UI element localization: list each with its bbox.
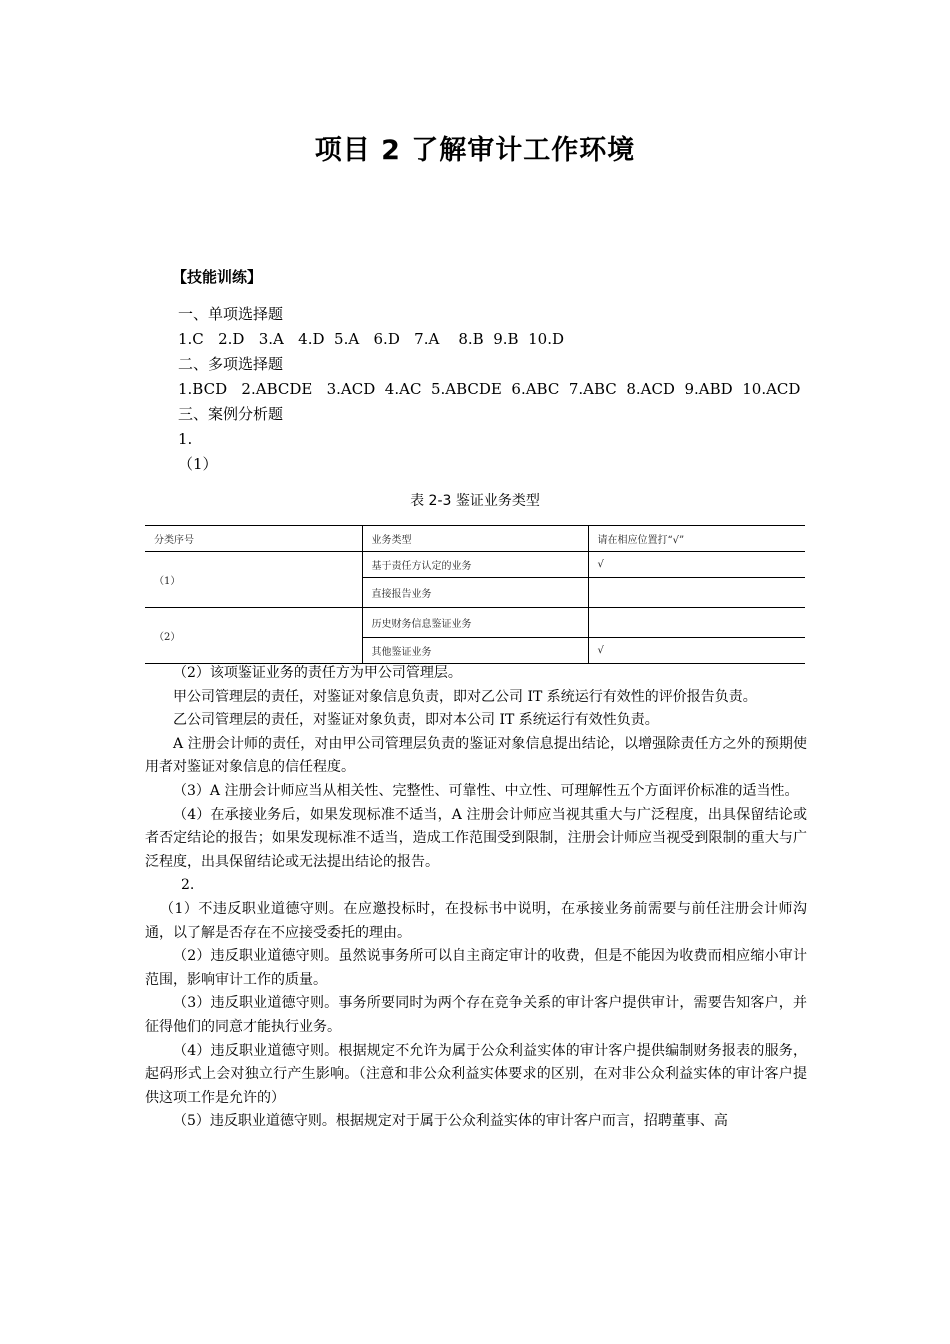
table-header-cell: 业务类型: [362, 526, 588, 552]
group-label-cell: （2）: [145, 608, 362, 664]
answer-line: 1.BCD 2.ABCDE 3.ACD 4.AC 5.ABCDE 6.ABC 7.ABC 8.ACD 9.ABD 10.ACD: [178, 380, 801, 398]
paragraph: A 注册会计师的责任，对由甲公司管理层负责的鉴证对象信息提出结论，以增强除责任方之外的预期使用者对鉴证对象信息的信任程度。: [145, 735, 807, 776]
paragraph: （3）违反职业道德守则。事务所要同时为两个存在竞争关系的审计客户提供审计，需要告知客户，并征得他们的同意才能执行业务。: [145, 995, 807, 1035]
answer-line: 一、单项选择题: [178, 305, 284, 323]
mark-cell: √: [588, 552, 805, 578]
mark-cell: √: [588, 638, 805, 664]
paragraph: 乙公司管理层的责任，对鉴证对象负责，即对本公司 IT 系统运行有效性负责。: [173, 712, 659, 729]
table-header-cell: 分类序号: [145, 526, 362, 552]
table-header-cell: 请在相应位置打“√”: [588, 526, 805, 552]
paragraph: 甲公司管理层的责任，对鉴证对象信息负责，即对乙公司 IT 系统运行有效性的评价报告负责。: [173, 688, 757, 705]
answer-line: 1.C 2.D 3.A 4.D 5.A 6.D 7.A 8.B 9.B 10.D: [178, 330, 564, 348]
table-row: [145, 608, 805, 638]
type-cell: 历史财务信息鉴证业务: [362, 608, 588, 638]
table-caption: 表 2-3 鉴证业务类型: [410, 493, 540, 509]
paragraph: （3）A 注册会计师应当从相关性、完整性、可靠性、中立性、可理解性五个方面评价标准的适当性。: [173, 782, 799, 799]
paragraph: （1）不违反职业道德守则。在应邀投标时，在投标书中说明，在承接业务前需要与前任注册会计师沟通，以了解是否存在不应接受委托的理由。: [145, 900, 807, 941]
group-label-cell: （1）: [145, 552, 362, 608]
paragraph: （4）违反职业道德守则。根据规定不允许为属于公众利益实体的审计客户提供编制财务报表的服务，起码形式上会对独立行产生影响。（注意和非公众利益实体要求的区别，在对非公众利益实体的审计客户提供这项工作是允许的）: [145, 1042, 807, 1106]
type-cell: 其他鉴证业务: [362, 638, 588, 664]
assurance-type-table: [145, 525, 805, 664]
mark-cell: [588, 608, 805, 638]
answer-list: [178, 302, 800, 477]
section-label: 【技能训练】: [172, 268, 263, 286]
paragraph: （4）在承接业务后，如果发现标准不适当，A 注册会计师应当视其重大与广泛程度，出具保留结论或者否定结论的报告；如果发现标准不适当，造成工作范围受到限制，注册会计师应当视受到限制的重大与广泛程度，出具保留结论或无法提出结论的报告。: [145, 806, 807, 870]
type-cell: 基于责任方认定的业务: [362, 552, 588, 578]
answer-line: 1.: [178, 430, 193, 448]
answer-body: [145, 662, 807, 1134]
paragraph: （2）该项鉴证业务的责任方为甲公司管理层。: [173, 665, 462, 681]
paragraph: （2）违反职业道德守则。虽然说事务所可以自主商定审计的收费，但是不能因为收费而相应缩小审计范围，影响审计工作的质量。: [145, 948, 807, 988]
paragraph: （5）违反职业道德守则。根据规定对于属于公众利益实体的审计客户而言，招聘董事、高: [173, 1113, 728, 1130]
paragraph: 2.: [181, 877, 195, 894]
answer-line: 三、案例分析题: [178, 405, 284, 423]
answer-line: 二、多项选择题: [178, 355, 284, 373]
table-row: [145, 552, 805, 578]
answer-line: （1）: [178, 455, 218, 473]
type-cell: 直接报告业务: [362, 578, 588, 608]
page-title: 项目 2 了解审计工作环境: [314, 135, 636, 166]
table-header-row: [145, 526, 805, 552]
mark-cell: [588, 578, 805, 608]
